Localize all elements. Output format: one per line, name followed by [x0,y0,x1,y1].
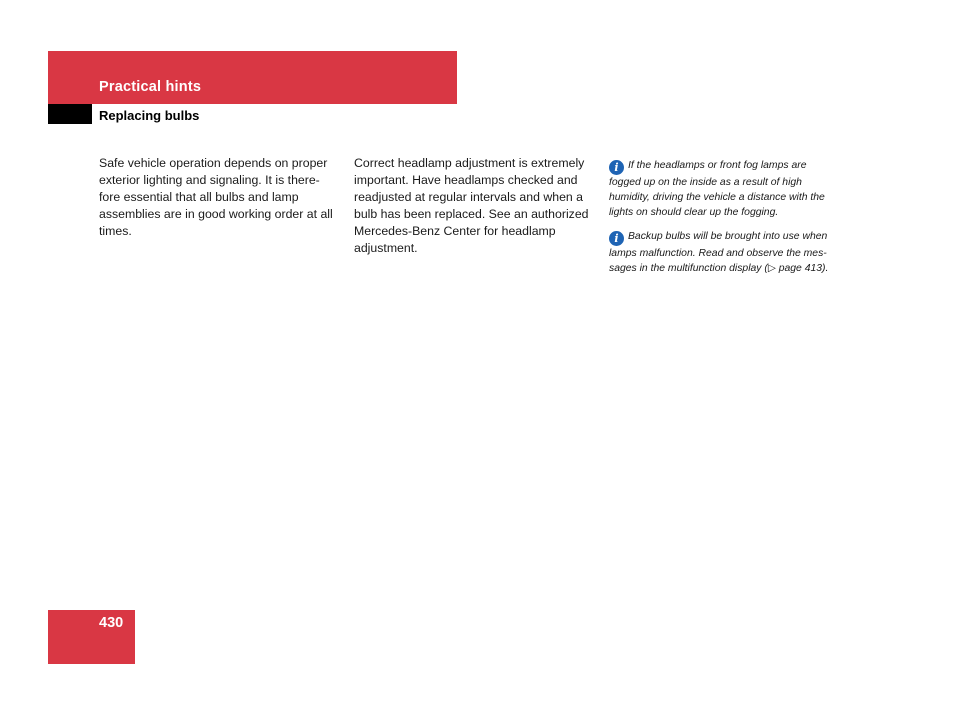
info-note-backup-bulbs [609,229,854,276]
info-note-fogging [609,158,854,220]
text-line: important. Have headlamps checked and [354,173,578,187]
body-column-2 [354,155,594,257]
info-icon: i [609,231,624,246]
note-text: If the headlamps or front fog lamps are [628,160,807,171]
text-line: Safe vehicle operation depends on proper [99,156,328,170]
text-line: times. [99,224,132,238]
section-title: Replacing bulbs [99,108,200,123]
note-text: Backup bulbs will be brought into use when [628,231,828,242]
note-line: humidity, driving the vehicle a distance with the [609,192,825,203]
note-line: sages in the multifunction display (▷ page 413). [609,263,829,274]
note-line: lamps malfunction. Read and observe the mes- [609,248,827,259]
text-line: fore essential that all bulbs and lamp [99,190,299,204]
text-line: Mercedes-Benz Center for headlamp [354,224,556,238]
note-line: fogged up on the inside as a result of high [609,177,802,188]
page-number: 430 [99,615,124,631]
note-line-first [609,158,854,175]
body-column-1 [99,155,339,240]
text-line: readjusted at regular intervals and when a [354,190,583,204]
notes-column [609,158,854,285]
text-line: exterior lighting and signaling. It is there- [99,173,320,187]
text-line: assemblies are in good working order at all [99,207,333,221]
header-band [48,51,457,104]
text-line: bulb has been replaced. See an authorized [354,207,589,221]
chapter-title: Practical hints [99,79,202,95]
section-tab-marker [48,104,92,124]
info-icon: i [609,160,624,175]
text-line: adjustment. [354,241,418,255]
text-line: Correct headlamp adjustment is extremely [354,156,585,170]
note-line-first [609,229,854,246]
note-line: lights on should clear up the fogging. [609,207,779,218]
